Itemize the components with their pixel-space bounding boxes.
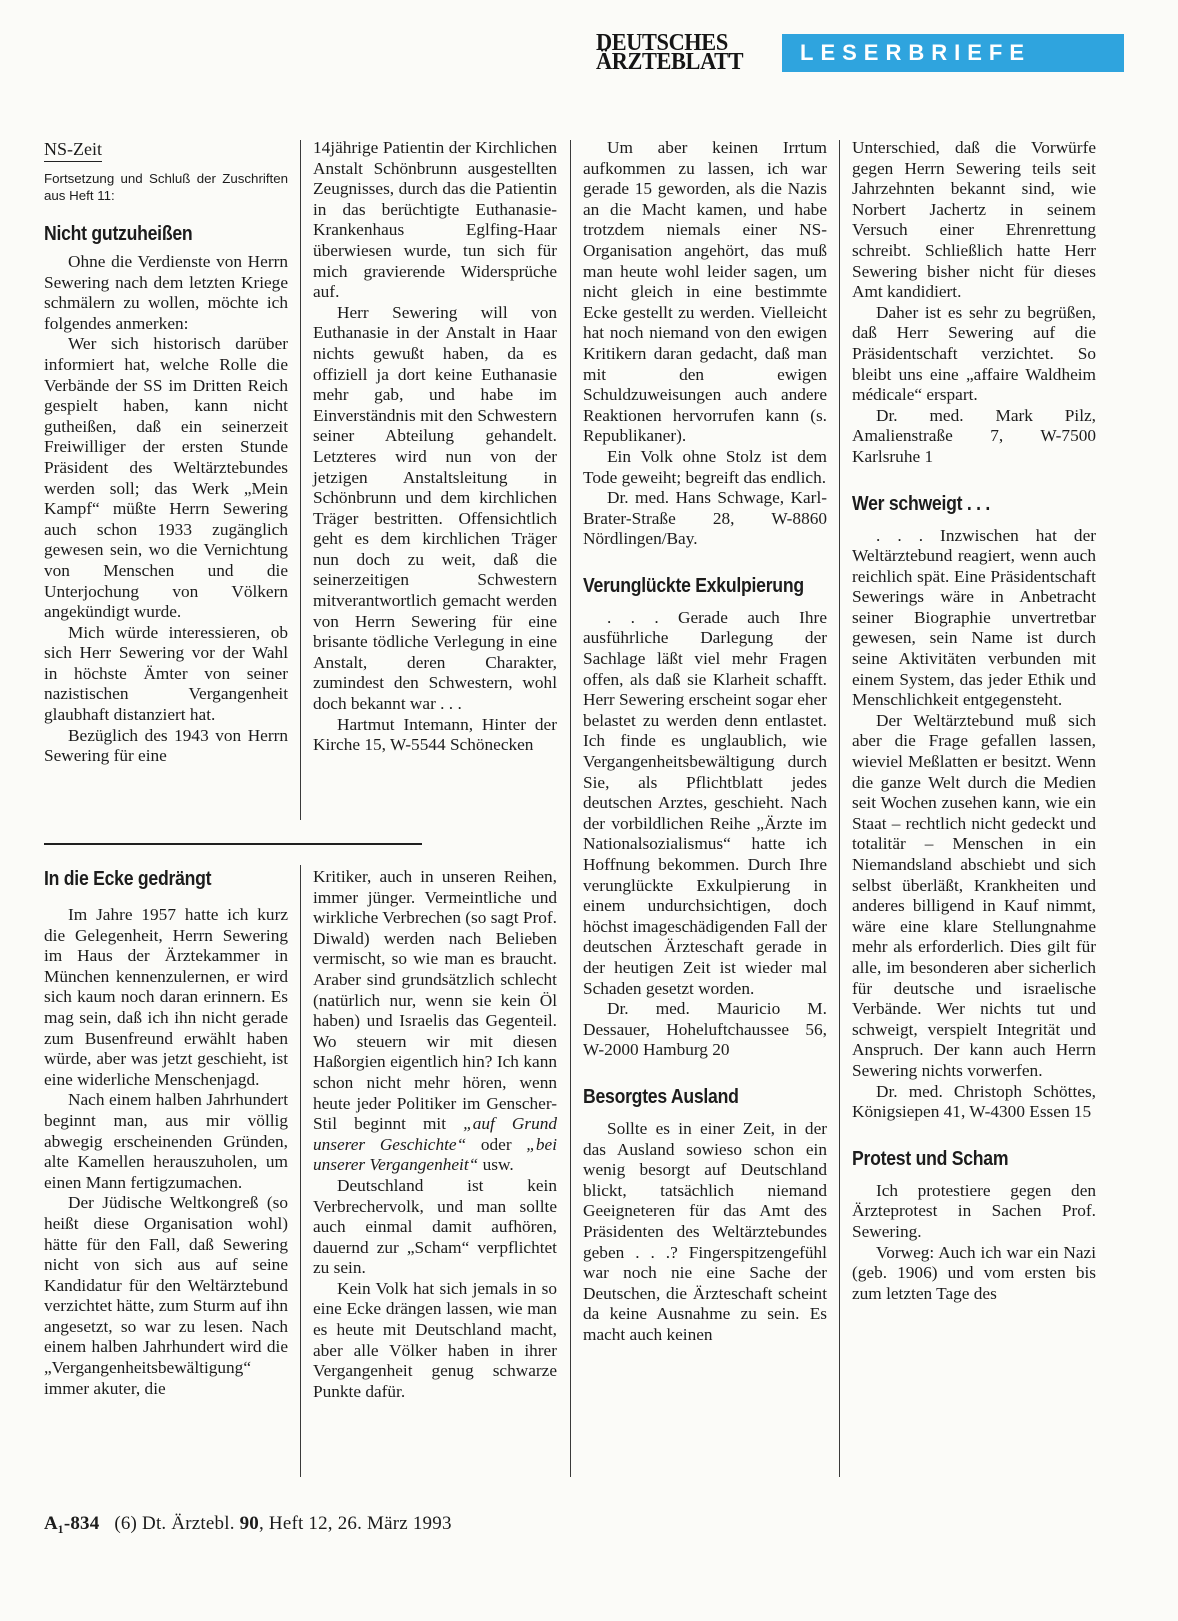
heading-verunglueckte-exkulpierung: Verunglückte Exkulpierung xyxy=(583,573,804,597)
lower-middle-column xyxy=(313,867,557,1402)
quote-run: „bei unserer Vergangenheit“ xyxy=(313,1134,557,1175)
letter-paragraph: Herr Sewering will von Euthanasie in der Anstalt in Haar nichts gewußt haben, da es offiziell ja dort keine Euthanasie mehr gab, und habe im Einverständnis mit den Schwestern seiner Abteilung gehandelt. Letzteres wird nun von der jetzigen Anstaltsleitung in Schönbrunn und dem kirchlichen Träger bestritten. Offensichtlich geht es dem kirchlichen Träger nun doch zu weit, daß die seinerzeitigen Schwestern mitverantwortlich gemacht werden von Herrn Sewering für eine brisante tödliche Verlegung in eine Anstalt, deren Charakter, zumindest den Schwestern, wohl doch bekannt war . . . xyxy=(313,302,557,714)
column-1 xyxy=(44,138,288,767)
column-3 xyxy=(583,138,827,1345)
footer-spacer xyxy=(104,1513,114,1534)
letter-paragraph: Daher ist es sehr zu begrüßen, daß Herr Sewering auf die Präsidentschaft verzichtet. So bleibt uns eine „affaire Waldheim médicale“ erspart. xyxy=(852,302,1096,405)
letter-paragraph: Der Jüdische Weltkongreß (so heißt diese Organisation wohl) hätte für den Fall, daß Sewering nicht von sich aus auf seine Kandidatur für den Weltärztebund verzichtet hätte, zum Sturm auf ihn angesetzt, so war zu lesen. Nach einem halben Jahrhundert wird die „Vergangenheitsbewältigung“ immer akuter, die xyxy=(44,1193,288,1398)
section-divider xyxy=(44,843,422,845)
section-banner xyxy=(782,34,1124,72)
heading-protest-und-scham: Protest und Scham xyxy=(852,1146,1009,1170)
letter-paragraph: . . . Gerade auch Ihre ausführliche Darlegung der Sachlage läßt viel mehr Fragen offen, als daß sie Klarheit schafft. Herr Sewering erscheint sogar eher belastet zu werden denn entlastet. Ich finde es unglaublich, wie Vergangenheitsbewältigung durch Sie, als Pflichtblatt jedes deutschen Arztes, geschieht. Nach der vorbildlichen Reihe „Ärzte im Nationalsozialismus“ hatte ich Hoffnung bekommen. Durch Ihre verunglückte Exkulpierung in einem undurchsichtigen, doch höchst imageschädigenden Fall der deutschen Ärzteschaft gerade in der heutigen Zeit ist wieder mal Schaden gesetzt worden. xyxy=(583,607,827,998)
letter-paragraph: Ohne die Verdienste von Herrn Sewering nach dem letzten Kriege schmälern zu wollen, möchte ich folgendes anmerken: xyxy=(44,252,288,333)
heading-besorgtes-ausland: Besorgtes Ausland xyxy=(583,1084,739,1108)
masthead-line-1: DEUTSCHES xyxy=(596,30,728,56)
letter-paragraph: . . . Inzwischen hat der Weltärztebund reagiert, wenn auch reichlich spät. Eine Präsidentschaft Sewerings wäre in Anbetracht seiner Biographie unvertretbar gewesen, sein Name ist durch seine Aktivitäten verbunden mit einem System, das jeder Ethik und Menschlichkeit entgegensteht. xyxy=(852,525,1096,710)
letter-paragraph: Bezüglich des 1943 von Herrn Sewering für eine xyxy=(44,725,288,766)
column-2 xyxy=(313,138,557,756)
column-rule xyxy=(839,140,840,1477)
letter-paragraph: Ich protestiere gegen den Ärzteprotest in Sachen Prof. Sewering. xyxy=(852,1180,1096,1241)
letter-paragraph: Mich würde interessieren, ob sich Herr Sewering vor der Wahl in höchste Ämter von seiner nazistischen Vergangenheit glaubhaft distanziert hat. xyxy=(44,622,288,725)
letter-signature: Dr. med. Mauricio M. Dessauer, Hoheluftchaussee 56, W-2000 Hamburg 20 xyxy=(583,999,827,1060)
column-rule xyxy=(300,865,301,1477)
letter-paragraph: Wer sich historisch darüber informiert hat, welche Rolle die Verbände der SS im Dritten Reich gespielt haben, kann nicht gutheißen, daß ein seinerzeit Freiwilliger der ersten Stunde Präsident des Weltärztebundes werden soll; das Werk „Mein Kampf“ müßte Herrn Sewering auch schon 1933 zugänglich gewesen sein, wo die Vernichtung von Menschen und die Unterjochung von Völkern angekündigt wurde. xyxy=(44,334,288,622)
text-run: usw. xyxy=(478,1155,514,1175)
masthead-line-2: ÄRZTEBLATT xyxy=(596,49,744,75)
page-number: A₁-834 xyxy=(44,1513,100,1534)
letter-signature: Dr. med. Hans Schwage, Karl-Brater-Straße 28, W-8860 Nördlingen/Bay. xyxy=(583,488,827,549)
heading-wer-schweigt: Wer schweigt . . . xyxy=(852,491,991,515)
letter-paragraph: Unterschied, daß die Vorwürfe gegen Herrn Sewering teils seit Jahrzehnten bekannt sind, wie Norbert Jachertz in seinem Versuch einer Ehrenrettung schreibt. Schließlich hatte Herr Sewering bisher nicht für dieses Amt kandidiert. xyxy=(852,138,1096,302)
page-footer xyxy=(44,1513,452,1535)
volume-number: 90 xyxy=(239,1513,259,1534)
letter-paragraph: Sollte es in einer Zeit, in der das Ausland sowieso schon ein wenig besorgt auf Deutschland blickt, tatsächlich niemand Geeigneteren für das Amt des Präsidenten des Weltärztebundes geben . . .? Fingerspitzengefühl war noch nie eine Sache der Deutschen, die Ärzteschaft scheint da keine Ausnahme zu sein. Es macht auch keinen xyxy=(583,1118,827,1344)
quote-run: „auf Grund unserer Geschichte“ xyxy=(313,1114,557,1154)
letter-signature: Hartmut Intemann, Hinter der Kirche 15, W-5544 Schönecken xyxy=(313,714,557,755)
letter-paragraph: Vorweg: Auch ich war ein Nazi (geb. 1906) und vom ersten bis zum letzten Tage des xyxy=(852,1242,1096,1303)
letter-paragraph: 14jährige Patientin der Kirchlichen Anstalt Schönbrunn ausgestellten Zeugnisses, durch das die Patientin in das berüchtigte Euthanasie-Krankenhaus Eglfing-Haar überwiesen wurde, tun sich für mich gravierende Widersprüche auf. xyxy=(313,138,557,302)
text-run: oder xyxy=(466,1134,527,1154)
letter-paragraph: Um aber keinen Irrtum aufkommen zu lassen, ich war gerade 15 geworden, als die Nazis an die Macht kamen, und habe trotzdem niemals einer NS-Organisation angehört, das muß man heute wohl leider sagen, um nicht gleich in eine bestimmte Ecke gestellt zu werden. Vielleicht hat noch niemand von den ewigen Kritikern daran gedacht, daß man mit den ewigen Schuldzuweisungen auch andere Reaktionen hervorrufen kann (s. Republikaner). xyxy=(583,138,827,446)
column-4 xyxy=(852,138,1096,1304)
letter-paragraph: Deutschland ist kein Verbrechervolk, und man sollte auch einmal damit aufhören, dauernd zur „Scham“ verpflichtet zu sein. xyxy=(313,1175,557,1278)
heading-nicht-gutzuheissen: Nicht gutzuheißen xyxy=(44,222,193,245)
letter-signature: Dr. med. Mark Pilz, Amalienstraße 7, W-7500 Karlsruhe 1 xyxy=(852,405,1096,466)
lower-left-column xyxy=(44,867,288,1399)
letter-signature: Dr. med. Christoph Schöttes, Königsiepen 41, W-4300 Essen 15 xyxy=(852,1081,1096,1122)
column-rule xyxy=(300,140,301,820)
citation-issue: , Heft 12, 26. März 1993 xyxy=(259,1513,452,1534)
letter-paragraph: Ein Volk ohne Stolz ist dem Tode geweiht; begreift das endlich. xyxy=(583,446,827,487)
citation: (6) Dt. Ärztebl. xyxy=(114,1513,240,1534)
intro-note: Fortsetzung und Schluß der Zuschriften aus Heft 11: xyxy=(44,171,288,203)
letter-paragraph: Nach einem halben Jahrhundert beginnt man, aus mir völlig abwegig erscheinenden Gründen, alte Kamellen herauszuholen, um einen Mann fertigzumachen. xyxy=(44,1090,288,1192)
letter-paragraph: Im Jahre 1957 hatte ich kurz die Gelegenheit, Herrn Sewering im Haus der Ärztekammer in München kennenzulernen, er wird sich kaum noch daran erinnern. Es mag sein, daß ich ihn nicht gerade zum Busenfreund erwählt haben würde, aber was jetzt geschieht, ist eine widerliche Menschenjagd. xyxy=(44,905,288,1089)
letter-paragraph: Der Weltärztebund muß sich aber die Frage gefallen lassen, wieviel Meßlatten er besitzt. Wenn die ganze Welt durch die Medien seit Wochen zusehen kann, wie ein Staat – rechtlich nicht gedeckt und totalitär – Menschen in ein Niemandsland abschiebt und sich selbst überläßt, Krankheiten und anderes billigend in Kauf nimmt, wäre eine klare Stellungnahme mehr als erforderlich. Dies gilt für alle, im besonderen aber sicherlich für deutsche und israelische Verbände. Wer nichts tut und schweigt, verspielt Integrität und Anspruch. Der kann auch Herrn Sewering nichts vorwerfen. xyxy=(852,710,1096,1080)
section-title: LESERBRIEFE xyxy=(800,40,1032,65)
letter-paragraph xyxy=(313,867,557,1176)
masthead-logo xyxy=(596,30,756,75)
column-rule xyxy=(570,140,571,1477)
rubric-kicker: NS-Zeit xyxy=(44,138,102,162)
letter-paragraph: Kein Volk hat sich jemals in so eine Ecke drängen lassen, wie man es heute mit Deutschland macht, aber alle Völker haben in ihrer Vergangenheit genug schwarze Punkte dafür. xyxy=(313,1278,557,1401)
heading-in-die-ecke-gedraengt: In die Ecke gedrängt xyxy=(44,867,212,890)
text-run: Kritiker, auch in unseren Reihen, immer jünger. Vermeintliche und wirkliche Verbrechen (so sagt Prof. Diwald) werden nach Belieben vermischt, so wie man es braucht. Araber sind grundsätzlich schlecht (natürlich nur, wenn sie kein Öl haben) und Israelis das Gegenteil. Wo steuern wir mit diesen Haßorgien eigentlich hin? Ich kann schon nicht mehr hören, wenn heute jeder Politiker im Genscher-Stil beginnt mit xyxy=(313,867,557,1134)
